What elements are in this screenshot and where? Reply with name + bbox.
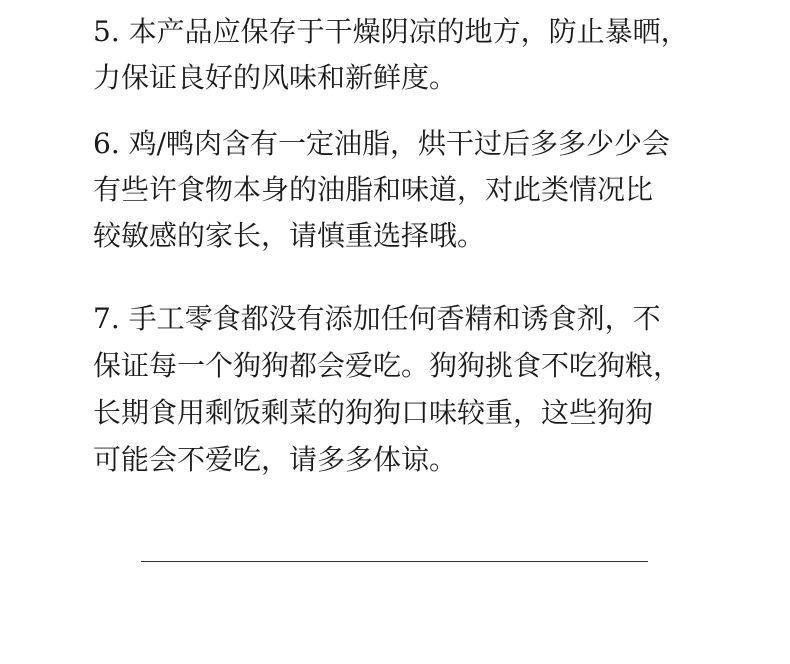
notice-6-line-3: 较敏感的家长，请慎重选择哦。 (93, 219, 486, 252)
notice-7-line-4: 可能会不爱吃，请多多体谅。 (93, 443, 458, 476)
notice-item-5 (93, 9, 753, 101)
section-divider (141, 561, 648, 562)
notice-item-6 (93, 121, 753, 259)
notice-7-line-2: 保证每一个狗狗都会爱吃。狗狗挑食不吃狗粮， (93, 349, 682, 382)
notice-5-line-1: 5. 本产品应保存于干燥阴凉的地方，防止暴晒， (93, 15, 689, 48)
notice-5-line-2: 力保证良好的风味和新鲜度。 (93, 61, 458, 94)
notice-item-7 (93, 295, 753, 483)
notice-6-line-2: 有些许食物本身的油脂和味道，对此类情况比 (93, 173, 654, 206)
notice-6-line-1: 6. 鸡/鸭肉含有一定油脂，烘干过后多多少少会 (93, 127, 671, 160)
notice-7-line-1: 7. 手工零食都没有添加任何香精和诱食剂，不 (93, 302, 661, 335)
notice-7-line-3: 长期食用剩饭剩菜的狗狗口味较重，这些狗狗 (93, 396, 654, 429)
